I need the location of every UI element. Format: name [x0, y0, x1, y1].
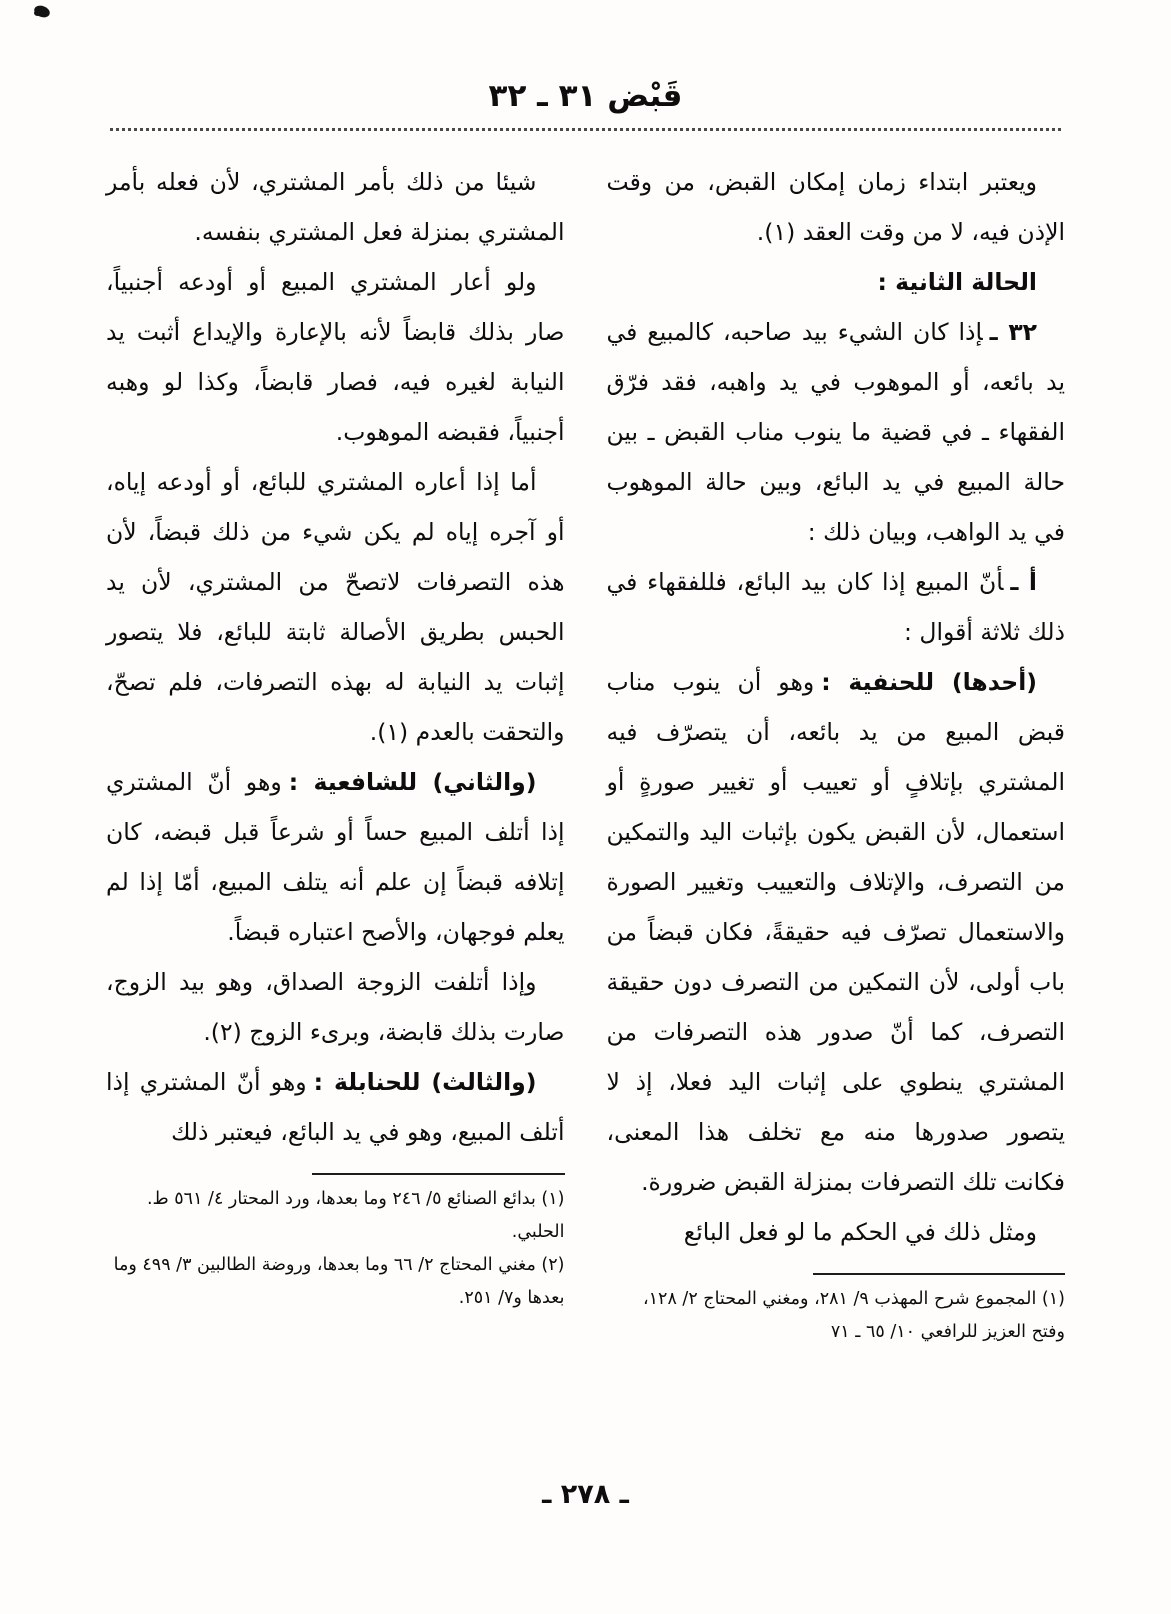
header-divider [110, 128, 1061, 131]
paragraph-text: شيئا من ذلك بأمر المشتري، لأن فعله بأمر المشتري بمنزلة فعل المشتري بنفسه. [106, 168, 565, 246]
paragraph-text: وهو أنّ المشتري إذا أتلف المبيع، وهو في يد البائع، فيعتبر ذلك [106, 1068, 565, 1146]
paragraph [106, 757, 565, 957]
paragraph [607, 557, 1066, 657]
page-number: ـ ٢٧٨ ـ [542, 1479, 629, 1510]
paragraph [106, 1057, 565, 1157]
paragraph-lead: أ ـ [1010, 568, 1037, 596]
paragraph-text: وإذا أتلفت الزوجة الصداق، وهو بيد الزوج، صارت بذلك قابضة، وبرىء الزوج (٢). [106, 968, 565, 1046]
paragraph-lead: (أحدها) للحنفية : [821, 668, 1038, 696]
footnote-separator [312, 1173, 564, 1175]
paragraph-text: أنّ المبيع إذا كان بيد البائع، فللفقهاء في ذلك ثلاثة أقوال : [606, 568, 1065, 646]
paragraph [106, 257, 565, 457]
left-column [106, 157, 565, 1315]
paragraph-text: أما إذا أعاره المشتري للبائع، أو أودعه إياه، أو آجره إياه لم يكن شيء من ذلك قبضاً، لأن هذه التصرفات لاتصحّ من المشتري، لأن يد الحبس بطريق الأصالة ثابتة للبائع، فلا يتصور إثبات يد النيابة له بهذه التصرفات، فلم تصحّ، والتحقت بالعدم (١). [106, 468, 565, 746]
paragraph-lead: الحالة الثانية : [877, 268, 1037, 296]
footnote: (١) بدائع الصنائع ٥/ ٢٤٦ وما بعدها، ورد المحتار ٤/ ٥٦١ ط. الحلبي. [146, 1189, 565, 1242]
paragraph-text: وهو أن ينوب مناب قبض المبيع من يد بائعه، أن يتصرّف فيه المشتري بإتلافٍ أو تعييب أو تغيير صورةٍ أو استعمال، لأن القبض يكون بإثبات اليد والتمكين من التصرف، والإتلاف والتعييب وتغيير الصورة والاستعمال تصرّف فيه حقيقةً، فكان قبضاً من باب أولى، لأن التمكين من التصرف دون حقيقة التصرف، كما أنّ صدور هذه التصرفات من المشتري ينطوي على إثبات اليد فعلا، إذ لا يتصور صدورها منه مع تخلف هذا المعنى، فكانت تلك التصرفات بمنزلة القبض ضرورة. [606, 668, 1065, 1196]
paragraph-text: وهو أنّ المشتري إذا أتلف المبيع حساً أو شرعاً قبل قبضه، كان إتلافه قبضاً إن علم أنه يتلف المبيع، أمّا إذا لم يعلم فوجهان، والأصح اعتباره قبضاً. [106, 768, 565, 946]
footnotes [106, 1183, 565, 1315]
right-column [607, 157, 1066, 1349]
paragraph [607, 307, 1066, 557]
paragraph-lead: ٣٢ ـ [989, 318, 1038, 346]
paragraph [607, 157, 1066, 257]
text-columns [106, 157, 1065, 1349]
footnote: (٢) مغني المحتاج ٢/ ٦٦ وما بعدها، وروضة الطالبين ٣/ ٤٩٩ وما بعدها و٧/ ٢٥١. [113, 1255, 565, 1308]
paragraph [106, 957, 565, 1057]
paragraph-text: ولو أعار المشتري المبيع أو أودعه أجنبياً، صار بذلك قابضاً لأنه بالإعارة والإيداع أثبت يد النيابة لغيره فيه، فصار قابضاً، وكذا لو وهبه أجنبياً، فقبضه الموهوب. [106, 268, 565, 446]
paragraph [106, 457, 565, 757]
footnote: (١) المجموع شرح المهذب ٩/ ٢٨١، ومغني المحتاج ٢/ ١٢٨، وفتح العزيز للرافعي ١٠/ ٦٥ ـ ٧١ [643, 1289, 1065, 1342]
paragraph-lead: (والثاني) للشافعية : [288, 768, 537, 796]
paragraph-lead: (والثالث) للحنابلة : [313, 1068, 537, 1096]
section-heading [607, 257, 1066, 307]
page-header [106, 78, 1065, 131]
scan-artifact [34, 10, 41, 16]
footnotes [607, 1283, 1066, 1349]
footnote-separator [813, 1273, 1065, 1275]
paragraph [607, 657, 1066, 1207]
paragraph [607, 1207, 1066, 1257]
paragraph-text: إذا كان الشيء بيد صاحبه، كالمبيع في يد بائعه، أو الموهوب في يد واهبه، فقد فرّق الفقهاء ـ في قضية ما ينوب مناب القبض ـ بين حالة المبيع في يد البائع، وبين حالة الموهوب في يد الواهب، وبيان ذلك : [606, 318, 1065, 546]
paragraph-text: ومثل ذلك في الحكم ما لو فعل البائع [683, 1218, 1037, 1246]
paragraph-text: ويعتبر ابتداء زمان إمكان القبض، من وقت الإذن فيه، لا من وقت العقد (١). [606, 168, 1065, 246]
page-title: قَبْض ٣١ ـ ٣٢ [488, 78, 683, 114]
paragraph [106, 157, 565, 257]
